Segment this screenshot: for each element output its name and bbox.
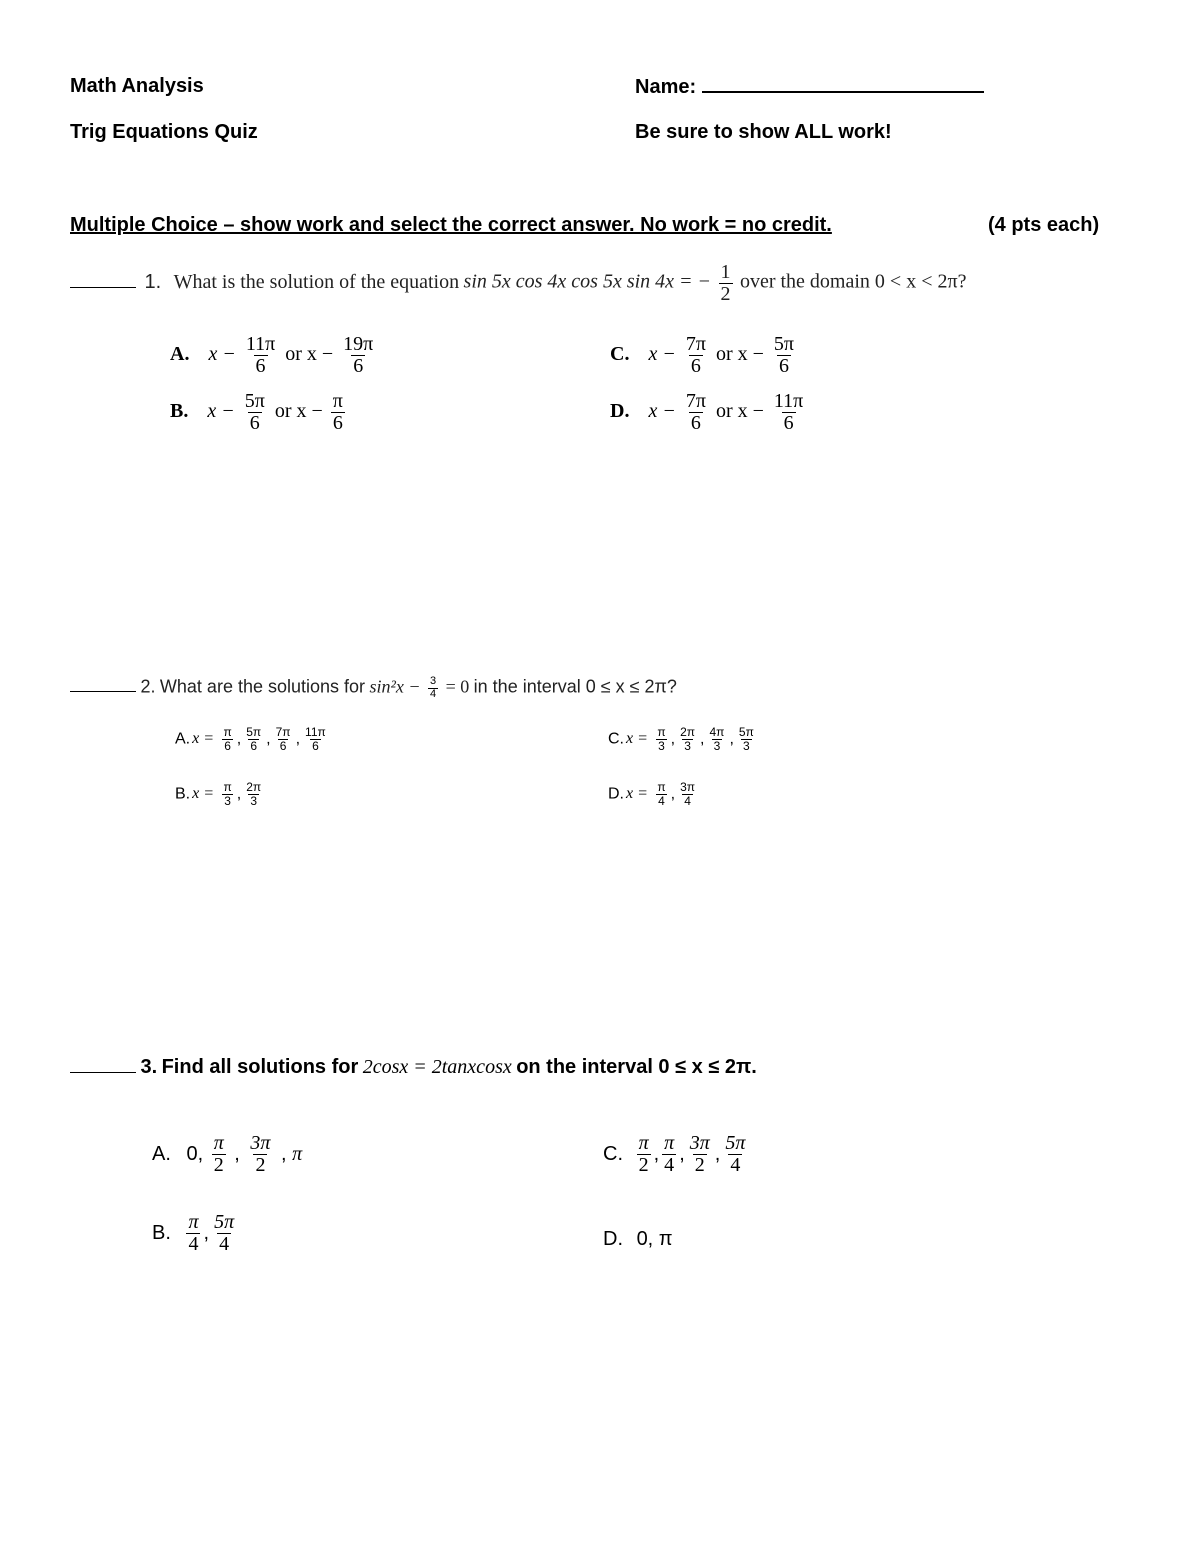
answer-blank-1[interactable] [70, 273, 136, 288]
q2-interval: in the interval 0 ≤ x ≤ 2π? [473, 676, 677, 697]
q1-option-d[interactable]: D. x − $\frac{7\pi}{6}$ or x − $\frac{11\pi}{6}$ [610, 390, 804, 434]
q1-equation: sin 5x cos 4x cos 5x sin 4x = − [463, 270, 712, 293]
show-work-reminder: Be sure to show ALL work! [635, 121, 892, 143]
quiz-title: Trig Equations Quiz [70, 121, 258, 143]
q1-domain: over the domain 0 < x < 2π? [739, 270, 967, 293]
answer-blank-3[interactable] [70, 1058, 136, 1073]
q3-interval: on the interval 0 ≤ x ≤ 2π. [516, 1056, 757, 1078]
q2-option-c[interactable]: C. x = $\frac{\pi}{3}$ , $\frac{2\pi}{3}$ , $\frac{4\pi}{3}$ , $\frac{5\pi}{3}$ [608, 725, 754, 753]
q1-rhs-fraction: $\frac{1}{2}$ [720, 261, 731, 305]
q1-option-a[interactable]: A. x − $\frac{11\pi}{6}$ or x − $\frac{19\pi}{6}$ [170, 333, 374, 377]
answer-blank-2[interactable] [70, 677, 136, 692]
course-title: Math Analysis [70, 75, 204, 97]
question-1 [70, 262, 966, 305]
q2-text: What are the solutions for [159, 676, 366, 697]
q2-equals-zero: = 0 [445, 676, 470, 697]
q3-option-c[interactable]: C. $\frac{\pi}{2}$ , $\frac{\pi}{4}$ , $\frac{3\pi}{2}$ , $\frac{5\pi}{4}$ [603, 1132, 746, 1176]
q2-option-b[interactable]: B. x = $\frac{\pi}{3}$ , $\frac{2\pi}{3}$ [175, 780, 262, 808]
q3-option-a[interactable]: A. 0, $\frac{\pi}{2}$ , $\frac{3\pi}{2}$ , π [152, 1132, 303, 1176]
q2-expression: sin²x − [369, 676, 421, 697]
name-label: Name: [635, 76, 697, 98]
q3-equation: 2cosx = 2tanxcosx [362, 1056, 512, 1078]
q3-option-b[interactable]: B. $\frac{\pi}{4}$ , $\frac{5\pi}{4}$ [152, 1211, 235, 1255]
q1-option-b[interactable]: B. x − $\frac{5\pi}{6}$ or x − $\frac{\pi}{6}$ [170, 390, 343, 434]
q3-text: Find all solutions for [161, 1056, 359, 1078]
q2-option-d[interactable]: D. x = $\frac{\pi}{4}$ , $\frac{3\pi}{4}$ [608, 780, 696, 808]
q3-number: 3. [140, 1056, 158, 1078]
section-instructions: Multiple Choice – show work and select the correct answer. No work = no credit. [70, 214, 832, 236]
q2-fraction: $\frac{3}{4}$ [429, 675, 437, 700]
q2-number: 2. [140, 676, 156, 697]
q1-number: 1. [144, 270, 162, 293]
q3-option-d[interactable]: D. 0, π [603, 1228, 673, 1250]
name-blank-line[interactable] [702, 75, 984, 93]
question-2 [70, 676, 677, 700]
q1-option-c[interactable]: C. x − $\frac{7\pi}{6}$ or x − $\frac{5\pi}{6}$ [610, 333, 794, 377]
points-note: (4 pts each) [988, 214, 1100, 236]
question-3 [70, 1056, 757, 1079]
name-field[interactable] [635, 75, 984, 99]
q2-option-a[interactable]: A. x = $\frac{\pi}{6}$ , $\frac{5\pi}{6}$ , $\frac{7\pi}{6}$ , $\frac{11\pi}{6}$ [175, 725, 326, 753]
q1-text: What is the solution of the equation [173, 270, 460, 293]
